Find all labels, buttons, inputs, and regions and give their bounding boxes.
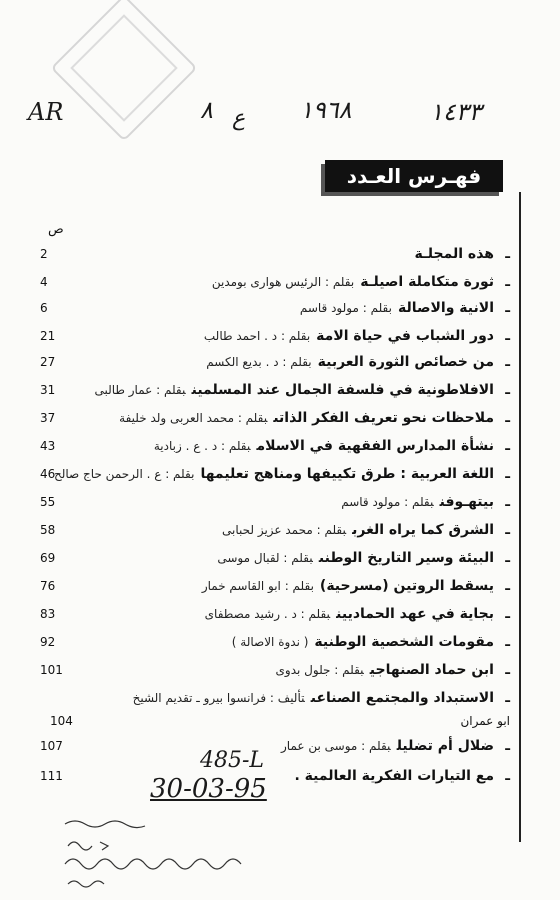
entry-title: نشأة المدارس الفقهية في الاسلام [256, 438, 494, 454]
entry-author: بقلم : مولود قاسم [299, 301, 392, 315]
entry-author: بقلم : موسى بن عمار [281, 739, 391, 753]
bullet-dash: ـ [505, 662, 510, 678]
vertical-divider [519, 192, 521, 842]
toc-entry [40, 490, 510, 514]
handwritten-catalog-number: 485-L [200, 748, 265, 773]
toc-entry [40, 686, 510, 710]
entry-author: بقلم : محمد العربى ولد خليفة [119, 411, 268, 425]
toc-entry [40, 434, 510, 458]
entry-title: بجاية في عهد الحماديين [336, 606, 494, 622]
bullet-dash: ـ [505, 522, 510, 538]
toc-entry-continuation [40, 710, 510, 732]
toc-entry [40, 324, 510, 348]
bullet-dash: ـ [505, 354, 510, 370]
handwritten-mark-mid1: ٨ [200, 96, 213, 124]
entry-page: 55 [40, 495, 56, 509]
entry-title: دور الشباب في حياة الامة [316, 328, 494, 344]
handwritten-date: 30-03-95 [150, 774, 267, 804]
page-title: فهـرس العـدد [325, 160, 503, 192]
entry-title: بيتهـوفن [439, 494, 494, 510]
entry-author: بقلم : مولود قاسم [341, 495, 434, 509]
entry-author: تأليف : فرانسوا بيرو ـ تقديم الشيخ [132, 691, 305, 705]
entry-title: ابن حماد الصنهاجي [369, 662, 494, 678]
toc-entry [40, 602, 510, 626]
entry-page: 27 [40, 355, 56, 369]
entry-title: الانية والاصالة [397, 300, 494, 316]
entry-author: بقلم : ع . الرحمن حاج صالح [53, 467, 195, 481]
entry-page: 6 [40, 301, 48, 315]
entry-title: اللغة العربية : طرق تكييفها ومناهج تعليمها [200, 466, 494, 482]
entry-title: الشرق كما يراه الغرب [352, 522, 494, 538]
entry-page: 101 [40, 663, 63, 677]
bullet-dash: ـ [505, 438, 510, 454]
entry-title: البيئة وسير التاريخ الوطنى [318, 550, 494, 566]
entry-title: هذه المجلـة [414, 246, 494, 262]
bullet-dash: ـ [505, 274, 510, 290]
toc-entry [40, 734, 510, 758]
bullet-dash: ـ [505, 738, 510, 754]
toc-entry [40, 378, 510, 402]
bullet-dash: ـ [505, 634, 510, 650]
toc-entry [40, 764, 510, 788]
bullet-dash: ـ [505, 606, 510, 622]
bullet-dash: ـ [505, 690, 510, 706]
toc-entry [40, 574, 510, 598]
continuation-text: ابو عمران [460, 714, 510, 728]
entry-page: 111 [40, 769, 63, 783]
entry-page: 43 [40, 439, 56, 453]
bullet-dash: ـ [505, 466, 510, 482]
bullet-dash: ـ [505, 382, 510, 398]
toc-entry [40, 462, 510, 486]
toc-entry [40, 658, 510, 682]
entry-page: 2 [40, 247, 48, 261]
entry-author: بقلم : جلول بدوى [275, 663, 364, 677]
toc-entry [40, 546, 510, 570]
entry-title: من خصائص الثورة العربية [317, 354, 494, 370]
entry-author: بقلم : الرئيس هوارى بومدين [211, 275, 355, 289]
bullet-dash: ـ [505, 246, 510, 262]
entry-author: بقلم : عمار طالبى [94, 383, 186, 397]
entry-page: 31 [40, 383, 56, 397]
page-column-label: ص [48, 222, 64, 237]
entry-author: بقلم : د . رشيد مصطفاى [204, 607, 331, 621]
entry-title: ثورة متكاملة اصيلـة [360, 274, 494, 290]
handwritten-mark-mid3: ١٩٦٨ [300, 96, 352, 124]
entry-author: بقلم : لقبال موسى [217, 551, 313, 565]
entry-page: 76 [40, 579, 56, 593]
entry-title: يسقط الروتين (مسرحية) [319, 578, 494, 594]
toc-entry [40, 350, 510, 374]
entry-title: ضلال أم تضليل [396, 738, 494, 754]
illegible-scribble-icon [60, 812, 300, 892]
entry-title: الاستبداد والمجتمع الصناعى [310, 690, 494, 706]
entry-page: 92 [40, 635, 56, 649]
bullet-dash: ـ [505, 328, 510, 344]
toc-entry [40, 270, 510, 294]
handwritten-mark-right: ١٤٣٣ [430, 98, 482, 126]
entry-author: بقلم : د . بديع الكسم [206, 355, 312, 369]
entry-author: بقلم : ابو القاسم خمار [201, 579, 314, 593]
bullet-dash: ـ [505, 300, 510, 316]
entry-page: 83 [40, 607, 56, 621]
bullet-dash: ـ [505, 410, 510, 426]
entry-author: بقلم : د . احمد طالب [203, 329, 311, 343]
toc-entry [40, 406, 510, 430]
toc-entry [40, 296, 510, 320]
toc-entry [40, 518, 510, 542]
faded-stamp [50, 0, 197, 142]
toc-entry [40, 242, 510, 266]
entry-page: 58 [40, 523, 56, 537]
bullet-dash: ـ [505, 578, 510, 594]
bullet-dash: ـ [505, 550, 510, 566]
entry-page: 37 [40, 411, 56, 425]
entry-page: 69 [40, 551, 56, 565]
toc-entry [40, 630, 510, 654]
entry-author: ( ندوة الاصالة ) [231, 635, 309, 649]
entry-title: مع التيارات الفكرية العالمية . [294, 768, 494, 784]
bullet-dash: ـ [505, 494, 510, 510]
entry-author: بقلم : د . ع . زبادية [153, 439, 251, 453]
entry-title: مقومات الشخصية الوطنية [314, 634, 494, 650]
entry-page: 46 [40, 467, 56, 481]
bullet-dash: ـ [505, 768, 510, 784]
handwritten-mark-mid2: ع [232, 106, 246, 131]
entry-page: 4 [40, 275, 48, 289]
handwritten-mark-left: AR [28, 98, 64, 126]
entry-title: ملاحظات نحو تعريف الفكر الذاتى [273, 410, 494, 426]
entry-page: 107 [40, 739, 63, 753]
faded-stamp-inner [70, 14, 177, 121]
entry-page: 21 [40, 329, 56, 343]
entry-author: بقلم : محمد عزيز لحبابى [221, 523, 347, 537]
entry-title: الافلاطونية في فلسفة الجمال عند المسلمين [191, 382, 494, 398]
continuation-page: 104 [50, 714, 73, 728]
